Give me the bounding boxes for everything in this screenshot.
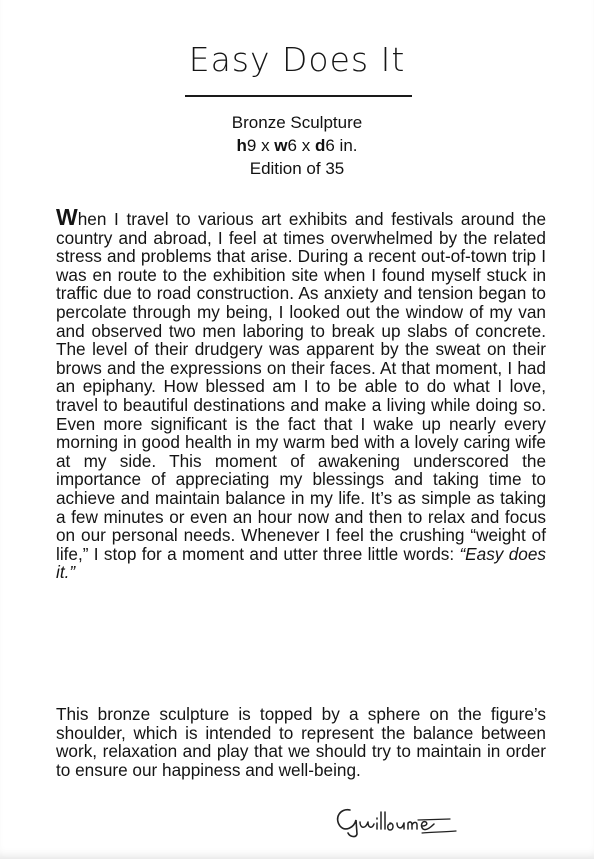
- story-text: hen I travel to various art exhibits and festivals around the country and abroad, I feel at times overwhelmed by the related stress and problems that arise. During a recent out-of-town trip I was en route to the exhibition site when I found myself stuck in traffic due to road construction. As anxiety and tension began to percolate through my being, I looked out the window of my van and observed two men laboring to break up slabs of concrete. The level of their drudgery was apparent by the sweat on their brows and the expressions on their faces. At that moment, I had an epiphany. How blessed am I to be able to do what I love, travel to beautiful destinations and make a living while doing so. Even more significant is the fact that I wake up nearly every morning in good health in my warm bed with a lovely caring wife at my side. This moment of awakening underscored the importance of appreciating my blessings and taking time to achieve and maintain balance in my life. It’s as simple as taking a few minutes or even an hour now and then to relax and focus on our personal needs. Whenever I feel the crushing “weight of life,” I stop for a moment and utter three little words:: [56, 209, 546, 564]
- height-label: h: [236, 136, 247, 155]
- drop-cap: W: [56, 204, 78, 230]
- artist-signature: [330, 800, 470, 840]
- title-underline: [185, 95, 412, 97]
- dimension-unit: in.: [334, 136, 358, 155]
- dimension-separator: x: [256, 136, 275, 155]
- edition-label: Edition of 35: [249, 159, 345, 178]
- medium-label: Bronze Sculpture: [231, 113, 363, 132]
- width-label: w: [274, 136, 288, 155]
- story-paragraph: [56, 204, 546, 583]
- artwork-specs: [0, 111, 594, 180]
- dimensions-line: [0, 134, 594, 157]
- depth-value: 6: [325, 136, 335, 155]
- width-value: 6: [287, 136, 297, 155]
- sculpture-description: This bronze sculpture is topped by a sphere on the figure’s shoulder, which is intended to represent the balance between work, relaxation and play that we should try to maintain in order to ensure our happiness and well-being.: [56, 704, 546, 780]
- dimension-separator: x: [297, 136, 315, 155]
- easy-does-it-quote: “Easy does it.”: [56, 543, 546, 583]
- depth-label: d: [314, 136, 326, 155]
- height-value: 9: [246, 136, 257, 155]
- page-title: Easy Does It: [188, 40, 406, 79]
